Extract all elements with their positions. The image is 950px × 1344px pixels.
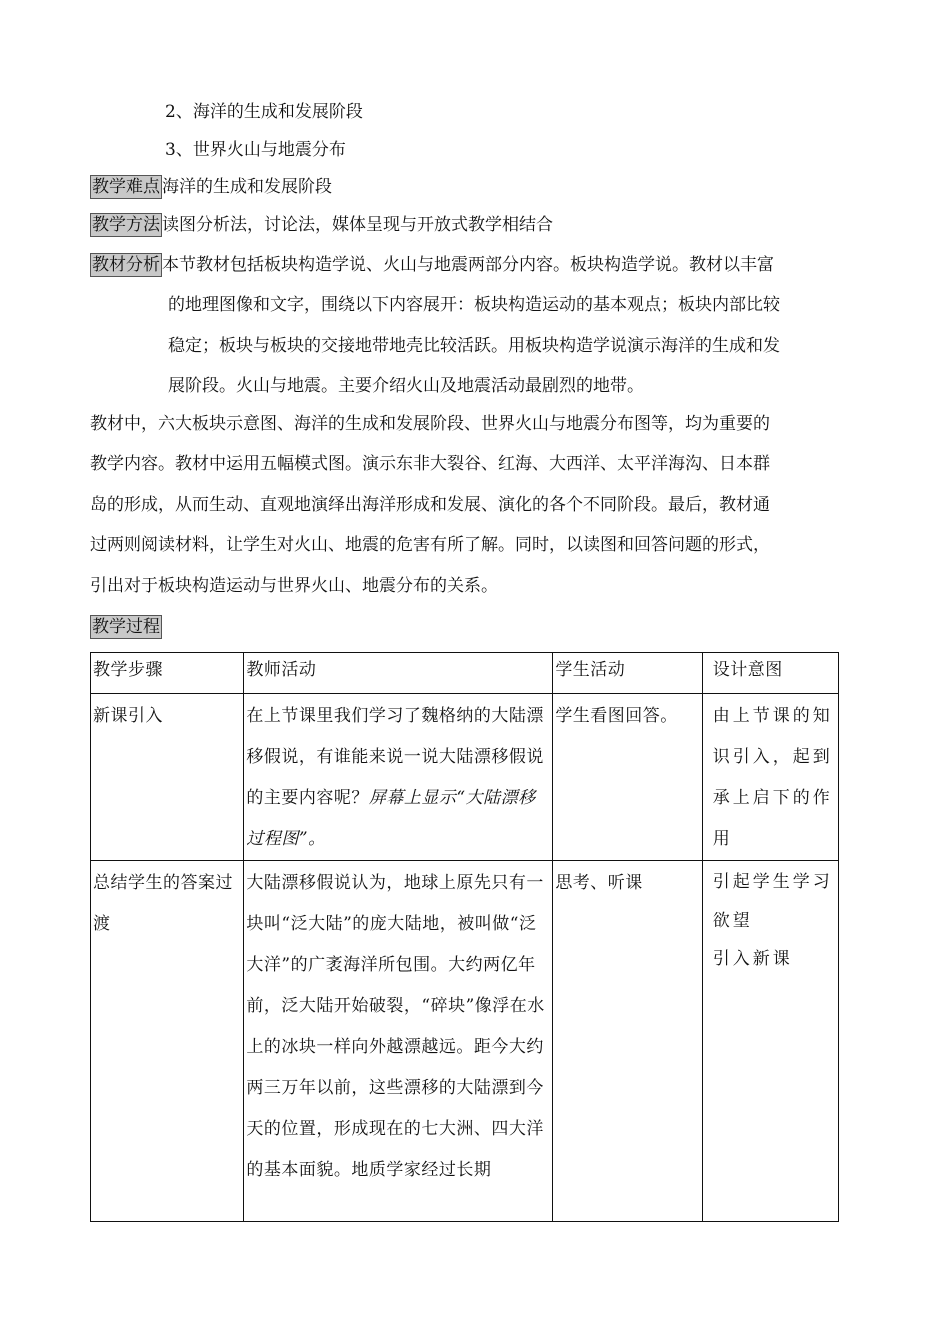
analysis-row — [90, 253, 774, 277]
table-header-row — [91, 653, 839, 694]
row1-student: 学生看图回答。 — [553, 694, 702, 861]
row2-teacher: 大陆漂移假说认为，地球上原先只有一块叫“泛大陆”的庞大陆地，被叫做“泛大洋”的广袤海洋所包围。大约两亿年前，泛大陆开始破裂，“碎块”像浮在水上的冰块一样向外越漂越远。距今大约两三万年以前，这些漂移的大陆漂到今天的位置，形成现在的七大洲、四大洋的基本面貌。地质学家经过长期 — [244, 861, 553, 1222]
table-row — [91, 694, 839, 861]
method-text: 读图分析法，讨论法，媒体呈现与开放式教学相结合 — [162, 215, 553, 235]
analysis-line-4: 展阶段。火山与地震。主要介绍火山及地震活动最剧烈的地带。 — [168, 376, 644, 396]
body-line-4: 过两则阅读材料，让学生对火山、地震的危害有所了解。同时，以读图和回答问题的形式， — [90, 535, 770, 555]
row2-intent-line2: 引入新课 — [712, 949, 793, 969]
row1-teacher-italic: 屏幕上显示“大陆漂移过程图”。 — [246, 788, 536, 849]
row2-step: 总结学生的答案过渡 — [91, 861, 244, 1222]
row1-intent: 由上节课的知识引入，起到承上启下的作用 — [702, 694, 838, 861]
difficulty-row — [90, 175, 332, 199]
header-step: 教学步骤 — [91, 653, 244, 694]
body-line-3: 岛的形成，从而生动、直观地演绎出海洋形成和发展、演化的各个不同阶段。最后，教材通 — [90, 495, 770, 515]
process-label: 教学过程 — [92, 617, 160, 637]
header-teacher: 教师活动 — [244, 653, 553, 694]
row1-step: 新课引入 — [91, 694, 244, 861]
analysis-line-2: 的地理图像和文字，围绕以下内容展开：板块构造运动的基本观点；板块内部比较 — [168, 295, 780, 315]
header-student: 学生活动 — [553, 653, 702, 694]
objective-item-3: 3、世界火山与地震分布 — [165, 140, 346, 160]
process-row — [90, 615, 162, 639]
process-table — [90, 652, 839, 1222]
analysis-line-3: 稳定；板块与板块的交接地带地壳比较活跃。用板块构造学说演示海洋的生成和发 — [168, 336, 780, 356]
analysis-line-1: 本节教材包括板块构造学说、火山与地震两部分内容。板块构造学说。教材以丰富 — [162, 255, 774, 275]
row1-teacher-text: 在上节课里我们学习了魏格纳的大陆漂移假说，有谁能来说一说大陆漂移假说的主要内容呢？ — [246, 706, 544, 808]
method-label: 教学方法 — [92, 215, 160, 235]
row1-teacher — [244, 694, 553, 861]
row2-intent-line1: 引起学生学习欲望 — [712, 872, 833, 931]
method-row — [90, 213, 553, 237]
body-line-5: 引出对于板块构造运动与世界火山、地震分布的关系。 — [90, 576, 498, 596]
table-row — [91, 861, 839, 1222]
header-intent: 设计意图 — [702, 653, 838, 694]
row2-intent — [702, 861, 838, 1222]
difficulty-label: 教学难点 — [92, 177, 160, 197]
difficulty-text: 海洋的生成和发展阶段 — [162, 177, 332, 197]
analysis-label: 教材分析 — [92, 255, 160, 275]
row2-student: 思考、听课 — [553, 861, 702, 1222]
body-line-1: 教材中，六大板块示意图、海洋的生成和发展阶段、世界火山与地震分布图等，均为重要的 — [90, 414, 770, 434]
body-line-2: 教学内容。教材中运用五幅模式图。演示东非大裂谷、红海、大西洋、太平洋海沟、日本群 — [90, 454, 770, 474]
objective-item-2: 2、海洋的生成和发展阶段 — [165, 102, 363, 122]
